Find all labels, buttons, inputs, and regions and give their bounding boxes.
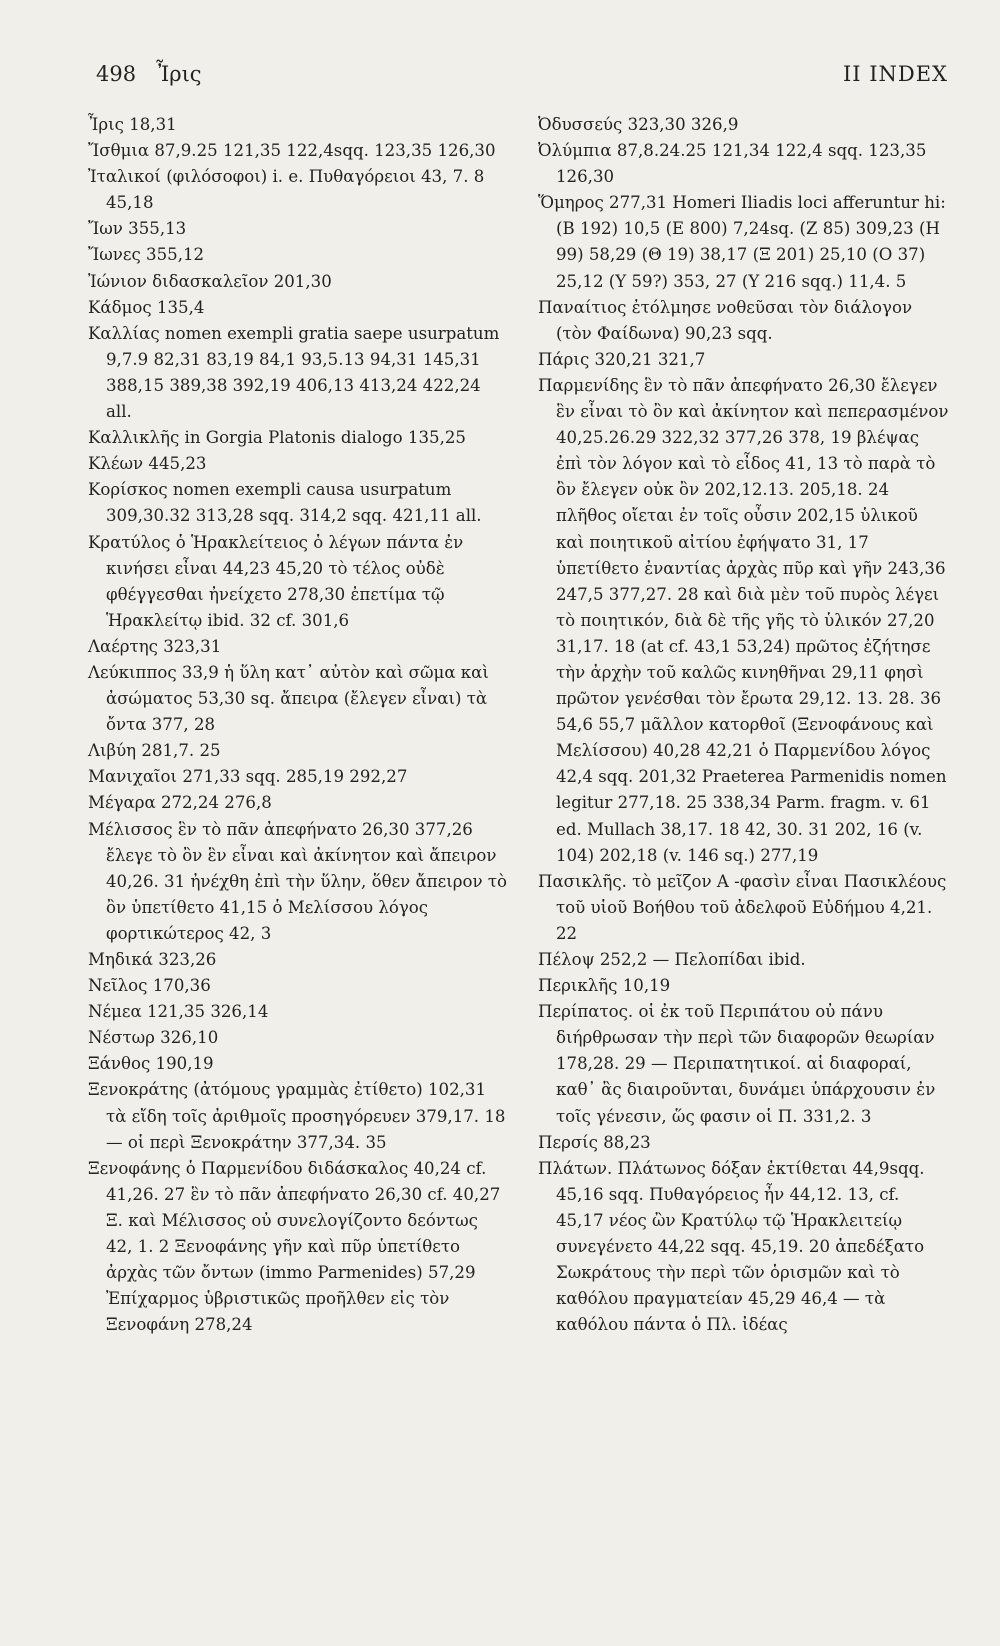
index-entry: Κορίσκος nomen exempli causa usurpatum 309,30.32 313,28 sqq. 314,2 sqq. 421,11 all. <box>88 480 482 526</box>
index-entry: Ἴσθμια 87,9.25 121,35 122,4sqq. 123,35 126,30 <box>88 141 496 161</box>
index-entry: Ἴωνες 355,12 <box>88 245 205 265</box>
index-entry: Μέγαρα 272,24 276,8 <box>88 793 272 813</box>
index-column-right <box>538 112 954 1338</box>
index-entry: Πλάτων. Πλάτωνος δόξαν ἐκτίθεται 44,9sqq. 45,16 sqq. Πυθαγόρειος ἦν 44,12. 13, cf. 45,17 νέος ὢν Κρατύλῳ τῷ Ἡρακλειτείῳ συνεγένετο 44,22 sqq. 45,19. 20 ἀπεδέξατο Σωκράτους τὴν περὶ τῶν ὁρισμῶν καὶ τὸ καθόλου πραγματείαν 45,29 46,4 — τὰ καθόλου πάντα ὁ Πλ. ἰδέας <box>538 1158 930 1335</box>
index-entry: Ἴων 355,13 <box>88 219 187 239</box>
index-entry: Νεῖλος 170,36 <box>88 976 211 996</box>
index-entry: Ξενοκράτης (ἀτόμους γραμμὰς ἐτίθετο) 102,31 τὰ εἴδη τοῖς ἀριθμοῖς προσηγόρευεν 379,17. 18 — οἱ περὶ Ξενοκράτην 377,34. 35 <box>88 1080 511 1152</box>
index-entry: Ὀλύμπια 87,8.24.25 121,34 122,4 sqq. 123,35 126,30 <box>538 141 932 187</box>
page-number: 498 <box>96 62 137 86</box>
index-column-left <box>88 112 513 1338</box>
section-title: II INDEX <box>842 62 948 86</box>
index-entry: Ἶρις 18,31 <box>88 115 177 134</box>
index-entry: Ξάνθος 190,19 <box>88 1054 214 1074</box>
index-entry: Ὅμηρος 277,31 Homeri Iliadis loci afferuntur hi: (B 192) 10,5 (E 800) 7,24sq. (Z 85) 309,23 (H 99) 58,29 (Θ 19) 38,17 (Ξ 201) 25,10 (O 37) 25,12 (Υ 59?) 353, 27 (Υ 216 sqq.) 11,4. 5 <box>538 193 952 291</box>
index-entry: Λεύκιππος 33,9 ἡ ὕλη κατ᾽ αὐτὸν καὶ σῶμα καὶ ἀσώματος 53,30 sq. ἄπειρα (ἔλεγεν εἶναι) τὰ ὄντα 377, 28 <box>88 662 495 735</box>
index-entry: Μέλισσος ἓν τὸ πᾶν ἀπεφήνατο 26,30 377,26 ἔλεγε τὸ ὂν ἓν εἶναι καὶ ἀκίνητον καὶ ἄπειρον 40,26. 31 ἠνέχθη ἐπὶ τὴν ὕλην, ὅθεν ἄπειρον τὸ ὂν ὑπετίθετο 41,15 ὁ Μελίσσου λόγος φορτικώτερος 42, 3 <box>88 819 513 943</box>
index-entry: Ἰταλικοί (φιλόσοφοι) i. e. Πυθαγόρειοι 43, 7. 8 45,18 <box>88 167 490 213</box>
index-entry: Πέλοψ 252,2 — Πελοπίδαι ibid. <box>538 950 806 969</box>
index-entry: Ὀδυσσεύς 323,30 326,9 <box>538 115 739 134</box>
index-entry: Λιβύη 281,7. 25 <box>88 741 221 761</box>
index-entry: Ἰώνιον διδασκαλεῖον 201,30 <box>88 271 332 291</box>
index-entry: Νέστωρ 326,10 <box>88 1028 219 1048</box>
index-entry: Παναίτιος ἐτόλμησε νοθεῦσαι τὸν διάλογον (τὸν Φαίδωνα) 90,23 sqq. <box>538 297 918 343</box>
index-entry: Περικλῆς 10,19 <box>538 976 671 996</box>
index-entry: Νέμεα 121,35 326,14 <box>88 1002 269 1022</box>
index-entry: Μανιχαῖοι 271,33 sqq. 285,19 292,27 <box>88 767 408 787</box>
index-entry: Παρμενίδης ἓν τὸ πᾶν ἀπεφήνατο 26,30 ἔλεγεν ἓν εἶναι τὸ ὂν καὶ ἀκίνητον καὶ πεπερασμένον 40,25.26.29 322,32 377,26 378, 19 βλέψας ἐπὶ τὸν λόγον καὶ τὸ εἶδος 41, 13 τὸ παρὰ τὸ ὂν ἔλεγεν οὐκ ὂν 202,12.13. 205,18. 24 πλῆθος οἴεται ἐν τοῖς οὖσιν 202,15 ὑλικοῦ καὶ ποιητικοῦ αἰτίου ἐφήψατο 31, 17 ὑπετίθετο ἐναντίας ἀρχὰς πῦρ καὶ γῆν 243,36 247,5 377,27. 28 καὶ διὰ μὲν τοῦ πυρὸς λέγει τὸ ποιητικόν, διὰ δὲ τῆς γῆς τὸ ὑλικόν 27,20 31,17. 18 (at cf. 43,1 53,24) πρῶτος ἐζήτησε τὴν ἀρχὴν τοῦ καλῶς κινηθῆναι 29,11 φησὶ πρῶτον γενέσθαι τὸν ἔρωτα 29,12. 13. 28. 36 54,6 55,7 μᾶλλον κατορθοῖ (Ξενοφάνους καὶ Μελίσσου) 40,28 42,21 ὁ Παρμενίδου λόγος 42,4 sqq. 201,32 Praeterea Parmenidis nomen legitur 277,18. 25 338,34 Parm. fragm. v. 61 ed. Mullach 38,17. 18 42, 30. 31 202, 16 (v. 104) 202,18 (v. 146 sq.) 277,19 <box>538 375 954 865</box>
index-entry: Καλλίας nomen exempli gratia saepe usurpatum 9,7.9 82,31 83,19 84,1 93,5.13 94,31 145,31 388,15 389,38 392,19 406,13 413,24 422,24 all. <box>88 323 505 422</box>
index-entry: Μηδικά 323,26 <box>88 950 217 969</box>
index-entry: Πασικλῆς. τὸ μεῖζον A -φασὶν εἶναι Πασικλέους τοῦ υἱοῦ Βοήθου τοῦ ἀδελφοῦ Εὐδήμου 4,21. 22 <box>538 871 952 943</box>
index-entry: Καλλικλῆς in Gorgia Platonis dialogo 135,25 <box>88 428 466 448</box>
index-entry: Περίπατος. οἱ ἐκ τοῦ Περιπάτου οὐ πάνυ διήρθρωσαν τὴν περὶ τῶν διαφορῶν θεωρίαν 178,28. 29 — Περιπατητικοί. αἱ διαφοραί, καθ᾽ ἃς διαιροῦνται, δυνάμει ὑπάρχουσιν ἐν τοῖς γένεσιν, ὥς φασιν οἱ Π. 331,2. 3 <box>538 1002 941 1126</box>
index-entry: Ξενοφάνης ὁ Παρμενίδου διδάσκαλος 40,24 cf. 41,26. 27 ἓν τὸ πᾶν ἀπεφήνατο 26,30 cf. 40,27 Ξ. καὶ Μέλισσος οὐ συνελογίζοντο δεόντως 42, 1. 2 Ξενοφάνης γῆν καὶ πῦρ ὑπετίθετο ἀρχὰς τῶν ὄντων (immo Parmenides) 57,29 Ἐπίχαρμος ὑβριστικῶς προῆλθεν εἰς τὸν Ξενοφάνη 278,24 <box>88 1158 506 1335</box>
index-entry: Περσίς 88,23 <box>538 1132 651 1152</box>
index-entry: Λαέρτης 323,31 <box>88 636 222 656</box>
head-word: Ἶρις <box>156 62 202 86</box>
index-entry: Κλέων 445,23 <box>88 454 207 474</box>
index-entry: Πάρις 320,21 321,7 <box>538 349 706 369</box>
running-head-left <box>96 62 202 86</box>
index-entry: Κρατύλος ὁ Ἡρακλείτειος ὁ λέγων πάντα ἐν κινήσει εἶναι 44,23 45,20 τὸ τέλος οὐδὲ φθέγγεσθαι ἠνείχετο 278,30 ἐπετίμα τῷ Ἡρακλείτῳ ibid. 32 cf. 301,6 <box>88 532 469 630</box>
index-entry: Κάδμος 135,4 <box>88 297 205 317</box>
